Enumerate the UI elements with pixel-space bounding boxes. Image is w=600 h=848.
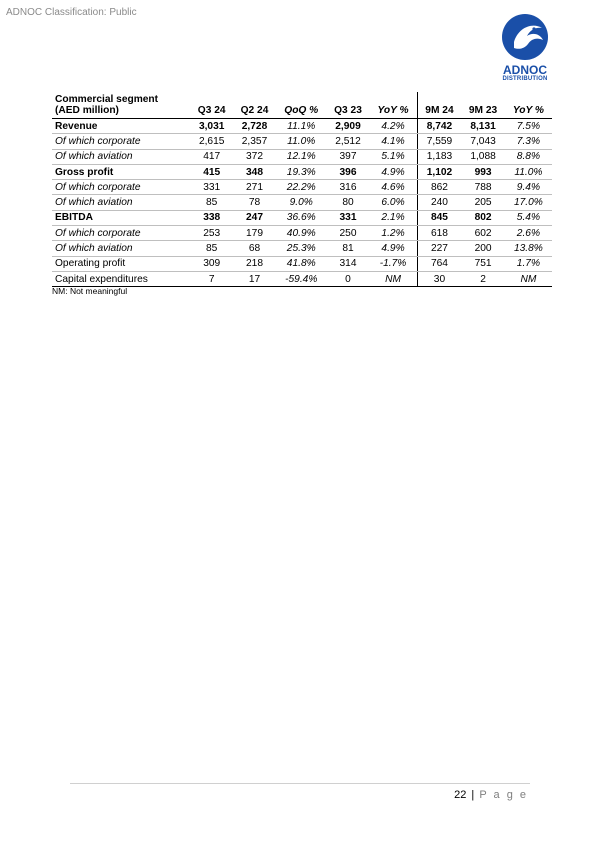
table-row [52, 226, 552, 241]
table-cell: 0 [327, 271, 370, 286]
table-cell: 2 [461, 271, 505, 286]
table-cell: 764 [417, 256, 461, 271]
col-header: Q2 24 [233, 92, 276, 119]
table-cell: 397 [327, 149, 370, 164]
row-label: Revenue [52, 119, 190, 134]
table-cell: 250 [327, 226, 370, 241]
table-cell: 2,728 [233, 119, 276, 134]
table-cell: 30 [417, 271, 461, 286]
table-cell: NM [369, 271, 417, 286]
table-cell: 4.1% [369, 134, 417, 149]
table-cell: 240 [417, 195, 461, 210]
table-cell: 13.8% [505, 241, 552, 256]
table-row [52, 271, 552, 286]
table-cell: 227 [417, 241, 461, 256]
table-cell: 3,031 [190, 119, 233, 134]
table-cell: 751 [461, 256, 505, 271]
table-cell: 78 [233, 195, 276, 210]
col-header: QoQ % [276, 92, 327, 119]
table-cell: 2,512 [327, 134, 370, 149]
row-label: Of which corporate [52, 134, 190, 149]
table-cell: 205 [461, 195, 505, 210]
table-cell: 2,357 [233, 134, 276, 149]
table-row [52, 195, 552, 210]
table-cell: 271 [233, 180, 276, 195]
table-cell: 41.8% [276, 256, 327, 271]
table-cell: 9.0% [276, 195, 327, 210]
table-cell: 247 [233, 210, 276, 225]
col-header: Q3 24 [190, 92, 233, 119]
table-cell: 11.1% [276, 119, 327, 134]
table-row [52, 149, 552, 164]
commercial-segment-table [52, 92, 552, 287]
table-cell: 9.4% [505, 180, 552, 195]
table-cell: 309 [190, 256, 233, 271]
table-cell: 11.0% [276, 134, 327, 149]
row-label: EBITDA [52, 210, 190, 225]
table-row [52, 241, 552, 256]
table-cell: 25.3% [276, 241, 327, 256]
table-cell: 415 [190, 164, 233, 179]
table-cell: 1.7% [505, 256, 552, 271]
table-cell: 316 [327, 180, 370, 195]
col-header: Q3 23 [327, 92, 370, 119]
table-cell: 1,088 [461, 149, 505, 164]
table-row [52, 256, 552, 271]
row-label: Of which corporate [52, 226, 190, 241]
table-cell: 68 [233, 241, 276, 256]
table-cell: 338 [190, 210, 233, 225]
table-cell: 802 [461, 210, 505, 225]
page-separator: | [471, 789, 475, 801]
table-cell: 7,043 [461, 134, 505, 149]
table-row [52, 119, 552, 134]
col-header: 9M 23 [461, 92, 505, 119]
table-cell: 2,615 [190, 134, 233, 149]
table-cell: 80 [327, 195, 370, 210]
table-cell: 618 [417, 226, 461, 241]
table-cell: 8,742 [417, 119, 461, 134]
table-cell: 1,102 [417, 164, 461, 179]
row-label: Operating profit [52, 256, 190, 271]
table-cell: 19.3% [276, 164, 327, 179]
table-cell: 4.2% [369, 119, 417, 134]
table-cell: 85 [190, 195, 233, 210]
table-cell: 200 [461, 241, 505, 256]
table-row [52, 180, 552, 195]
row-label: Of which aviation [52, 195, 190, 210]
table-cell: 348 [233, 164, 276, 179]
row-label: Of which aviation [52, 149, 190, 164]
table-cell: 36.6% [276, 210, 327, 225]
table-row [52, 134, 552, 149]
table-cell: 5.4% [505, 210, 552, 225]
table-cell: 417 [190, 149, 233, 164]
table-row [52, 164, 552, 179]
table-cell: 7.3% [505, 134, 552, 149]
row-label: Gross profit [52, 164, 190, 179]
table-cell: 7.5% [505, 119, 552, 134]
table-cell: 993 [461, 164, 505, 179]
table-cell: 1,183 [417, 149, 461, 164]
table-cell: 17.0% [505, 195, 552, 210]
table-cell: NM [505, 271, 552, 286]
page-word: P a g e [479, 789, 528, 801]
table-cell: -59.4% [276, 271, 327, 286]
table-cell: 6.0% [369, 195, 417, 210]
table-cell: 7,559 [417, 134, 461, 149]
row-label: Of which corporate [52, 180, 190, 195]
logo-subtitle: DISTRIBUTION [502, 76, 548, 82]
row-label: Capital expenditures [52, 271, 190, 286]
table-cell: 5.1% [369, 149, 417, 164]
table-cell: 253 [190, 226, 233, 241]
table-cell: 17 [233, 271, 276, 286]
table-cell: 11.0% [505, 164, 552, 179]
table-cell: 314 [327, 256, 370, 271]
footnote: NM: Not meaningful [52, 286, 128, 296]
table-cell: 12.1% [276, 149, 327, 164]
table-cell: 788 [461, 180, 505, 195]
table-cell: 8,131 [461, 119, 505, 134]
table-cell: 331 [327, 210, 370, 225]
table-cell: 1.2% [369, 226, 417, 241]
adnoc-logo [496, 12, 554, 88]
row-label: Of which aviation [52, 241, 190, 256]
header-label-line2: (AED million) [55, 105, 119, 116]
table-cell: 22.2% [276, 180, 327, 195]
table-row [52, 210, 552, 225]
classification-label: ADNOC Classification: Public [6, 7, 137, 18]
table-cell: 4.6% [369, 180, 417, 195]
table-cell: 179 [233, 226, 276, 241]
table-cell: 81 [327, 241, 370, 256]
table-cell: 331 [190, 180, 233, 195]
table-cell: 602 [461, 226, 505, 241]
col-header: 9M 24 [417, 92, 461, 119]
table-cell: 2.1% [369, 210, 417, 225]
header-label-line1: Commercial segment [55, 94, 159, 105]
table-cell: 7 [190, 271, 233, 286]
table-cell: 85 [190, 241, 233, 256]
table-cell: 396 [327, 164, 370, 179]
table-cell: 4.9% [369, 164, 417, 179]
table-cell: 862 [417, 180, 461, 195]
col-header: YoY % [369, 92, 417, 119]
table-cell: 2,909 [327, 119, 370, 134]
col-header: YoY % [505, 92, 552, 119]
header-label [52, 92, 190, 119]
page-number [454, 789, 528, 801]
table-cell: 2.6% [505, 226, 552, 241]
table-header-row [52, 92, 552, 119]
table-cell: -1.7% [369, 256, 417, 271]
table-cell: 845 [417, 210, 461, 225]
table-cell: 8.8% [505, 149, 552, 164]
table-cell: 218 [233, 256, 276, 271]
table-cell: 40.9% [276, 226, 327, 241]
table-cell: 4.9% [369, 241, 417, 256]
table-cell: 372 [233, 149, 276, 164]
page-number-value: 22 [454, 789, 467, 801]
logo-name: ADNOC [503, 63, 547, 77]
falcon-logo-icon [500, 12, 550, 62]
footer-divider [70, 783, 530, 784]
